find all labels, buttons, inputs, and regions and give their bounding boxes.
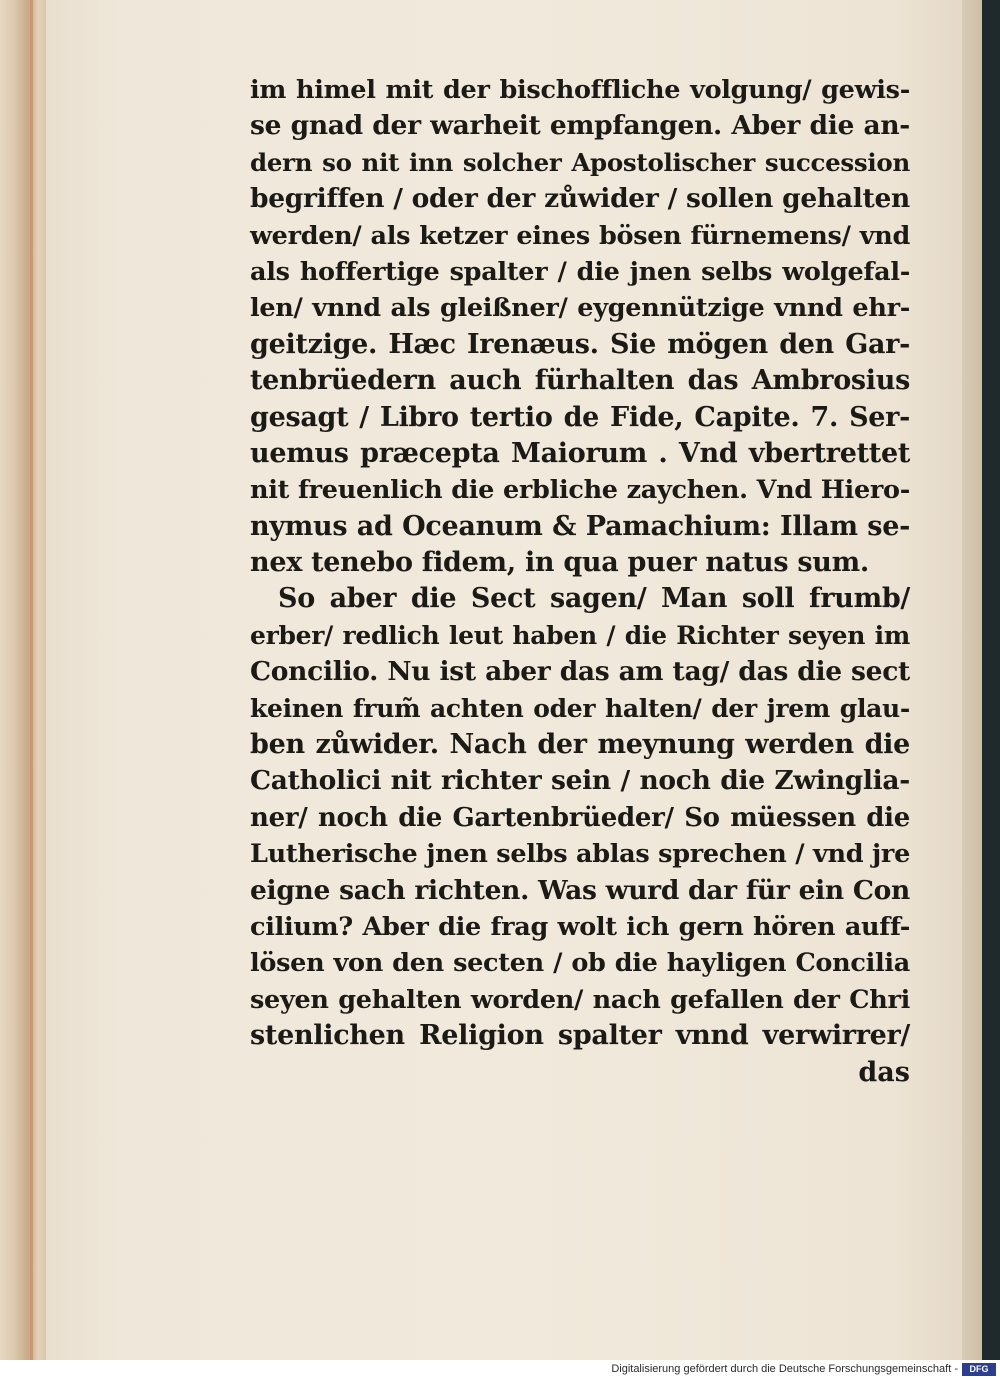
dfg-logo: DFG <box>962 1363 996 1376</box>
text-line-2: se gnad der warheit empfangen. Aber die an- <box>250 110 910 142</box>
text-line-15: So aber die Sect sagen/ Man soll frumb/ <box>278 583 910 615</box>
page-text <box>250 72 910 1091</box>
text-line-8: geitzige. Hæc Irenæus. Sie mögen den Gar- <box>250 328 910 360</box>
text-line-18: keinen frum̃ achten oder halten/ der jrem glau- <box>250 693 910 723</box>
scan-background <box>982 0 1000 1360</box>
text-line-10: gesagt / Libro tertio de Fide, Capite. 7. Ser- <box>250 401 910 433</box>
text-line-9: tenbrüedern auch fürhalten das Ambrosius <box>250 365 910 397</box>
text-line-19: ben zůwider. Nach der meynung werden die <box>250 729 910 761</box>
text-line-6: als hoffertige spalter / die jnen selbs wolgefal- <box>250 256 910 287</box>
footer-bar <box>0 1360 1000 1380</box>
funding-credit: Digitalisierung gefördert durch die Deutsche Forschungsgemeinschaft - <box>611 1363 958 1375</box>
text-line-14: nex tenebo fidem, in qua puer natus sum. <box>250 547 869 579</box>
text-line-1: im himel mit der bischoffliche volgung/ gewis- <box>250 75 910 105</box>
text-line-16: erber/ redlich leut haben / die Richter seyen im <box>250 620 910 650</box>
text-line-17: Concilio. Nu ist aber das am tag/ das die sect <box>250 656 910 688</box>
right-page-edge <box>962 0 982 1360</box>
text-line-3: dern so nit inn solcher Apostolischer succession <box>250 147 910 177</box>
text-line-5: werden/ als ketzer eines bösen fürnemens/ vnd <box>250 220 910 251</box>
text-line-25: lösen von den secten / ob die hayligen Concilia <box>250 948 910 979</box>
text-line-27: stenlichen Religion spalter vnnd verwirrer/ <box>250 1020 910 1052</box>
text-line-20: Catholici nit richter sein / noch die Zwinglia- <box>250 765 910 797</box>
text-line-12: nit freuenlich die erbliche zaychen. Vnd Hiero- <box>250 475 910 506</box>
text-line-23: eigne sach richten. Was wurd dar für ein Con <box>250 874 910 906</box>
text-line-22: Lutherische jnen selbs ablas sprechen / vnd jre <box>250 839 910 870</box>
text-line-7: len/ vnnd als gleißner/ eygennützige vnnd ehr- <box>250 293 910 324</box>
left-page-edge <box>0 0 48 1360</box>
text-line-24: cilium? Aber die frag wolt ich gern hören auff- <box>250 911 910 942</box>
text-line-11: uemus præcepta Maiorum . Vnd vbertrettet <box>250 437 910 469</box>
text-line-4: begriffen / oder der zůwider / sollen gehalten <box>250 183 910 215</box>
catchword: das <box>858 1056 910 1088</box>
text-line-13: nymus ad Oceanum & Pamachium: Illam se- <box>250 510 910 542</box>
text-line-21: ner/ noch die Gartenbrüeder/ So müessen die <box>250 802 910 833</box>
text-line-26: seyen gehalten worden/ nach gefallen der Chri <box>250 984 910 1015</box>
